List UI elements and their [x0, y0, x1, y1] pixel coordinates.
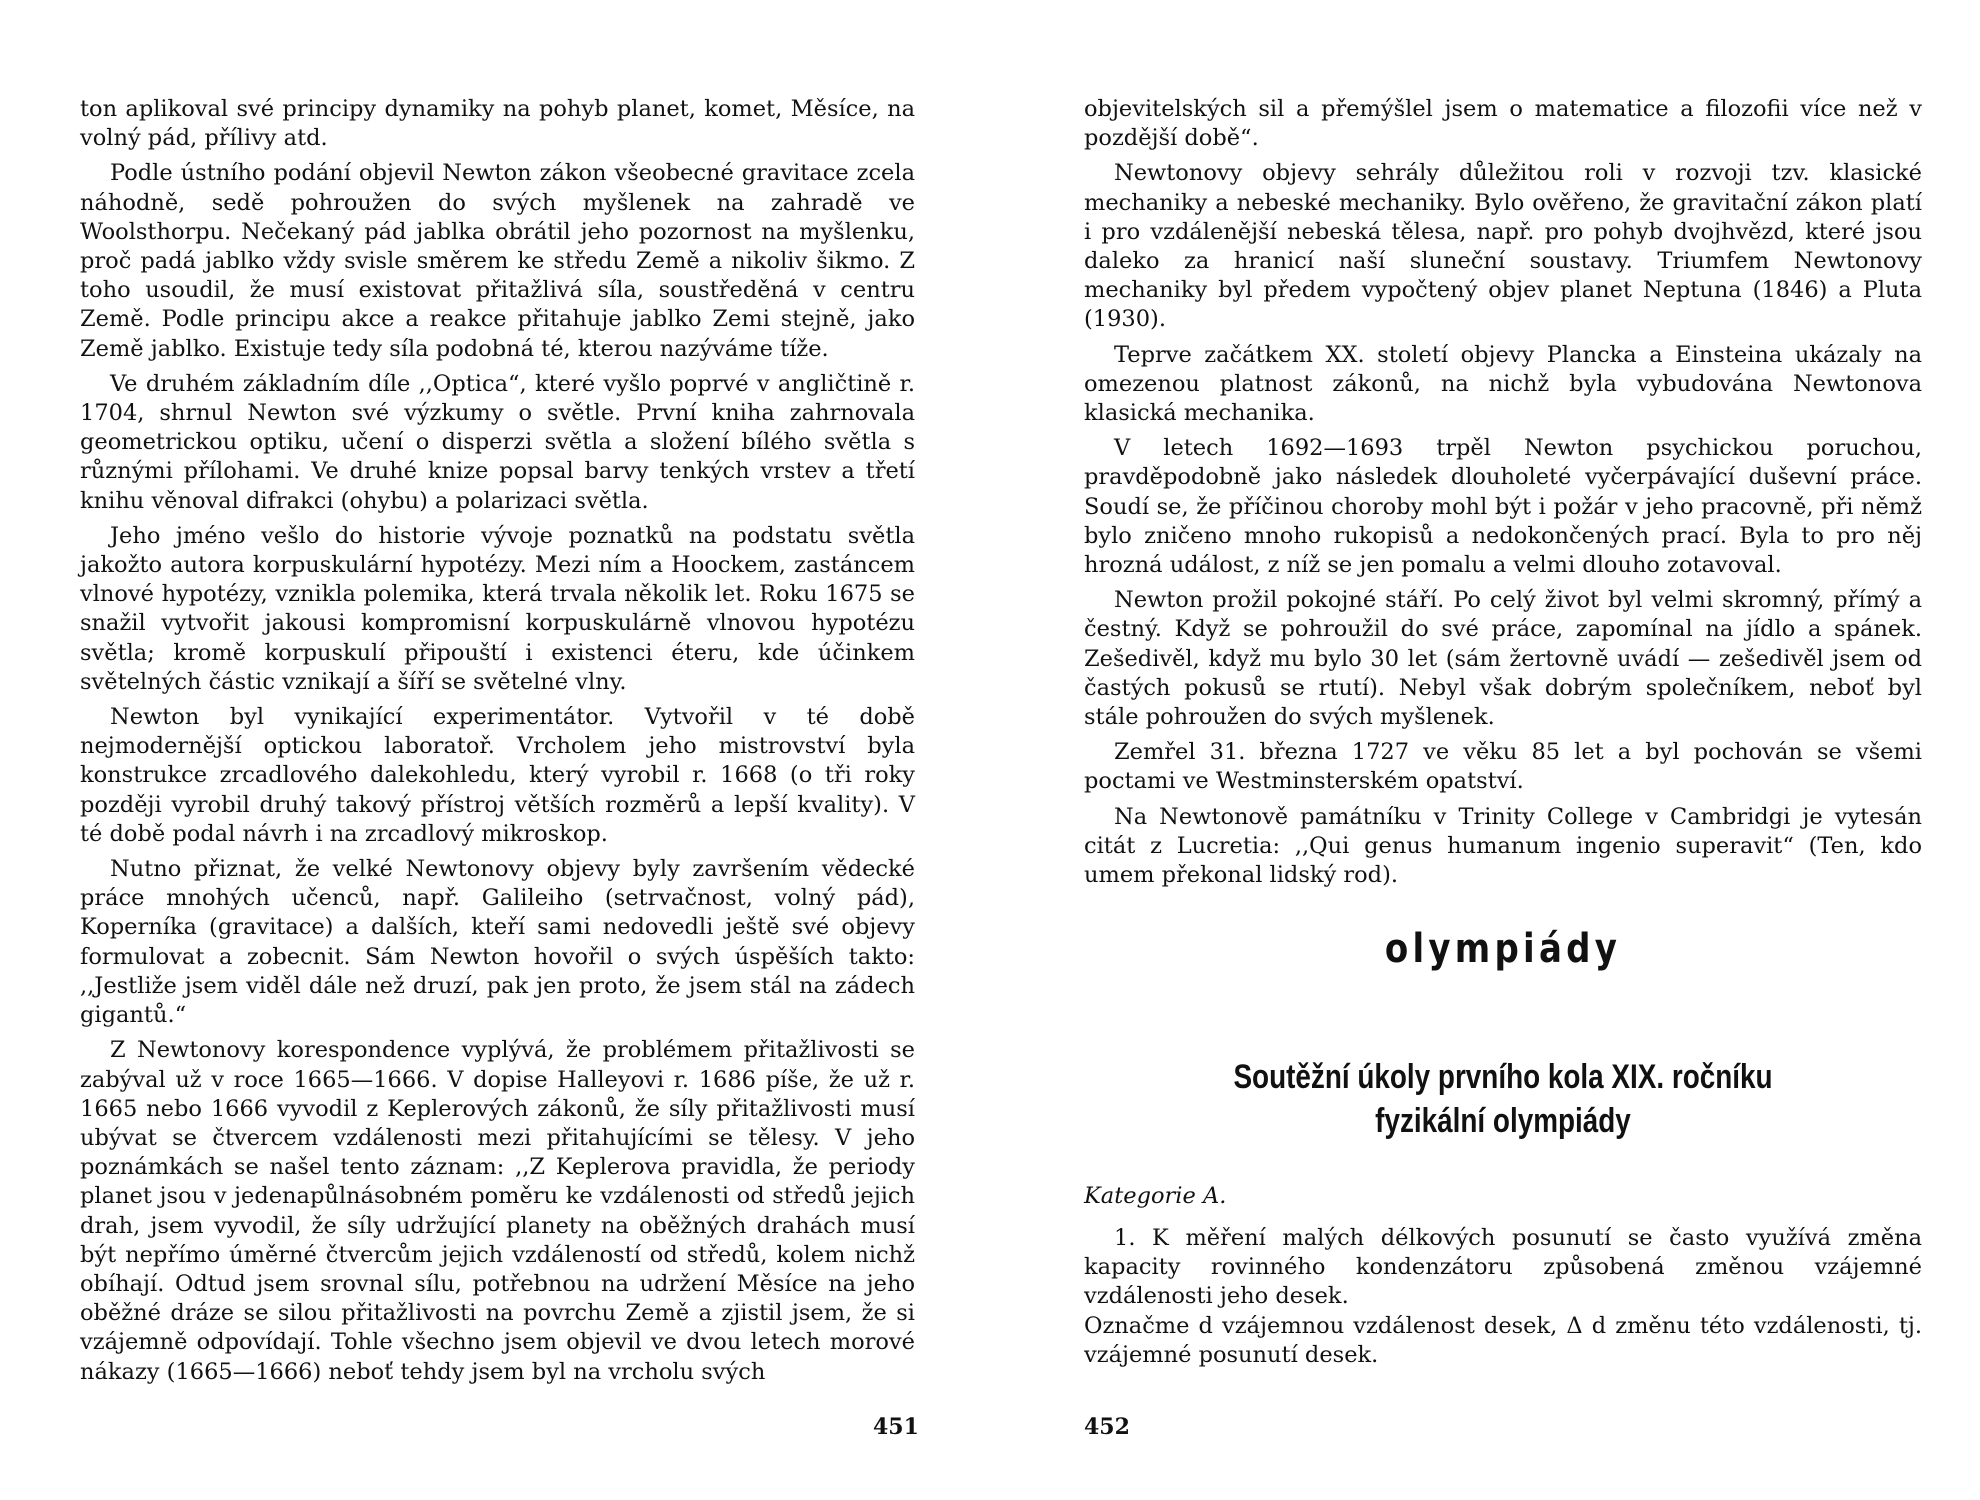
paragraph: Zemřel 31. března 1727 ve věku 85 let a byl pochován se všemi poctami ve Westminsterském opatství.	[1084, 739, 1922, 795]
task-paragraph: 1. K měření malých délkových posunutí se často využívá změna kapacity rovinného kondenzátoru způsobená změnou vzájemné vzdálenosti jeho desek.	[1084, 1225, 1922, 1310]
paragraph: objevitelských sil a přemýšlel jsem o matematice a filozofii více než v pozdější době“.	[1084, 96, 1922, 152]
task-title-line-1: Soutěžní úkoly prvního kola XIX. ročníku	[1233, 1058, 1773, 1096]
page-number-left: 451	[873, 1414, 919, 1440]
page-number-right: 452	[1084, 1414, 1130, 1440]
right-page	[990, 0, 1980, 1500]
paragraph: Newton byl vynikající experimentátor. Vytvořil v té době nejmodernější optickou laboratoř. Vrcholem jeho mistrovství byla konstrukce zrcadlového dalekohledu, který vyrobil r. 1668 (o tři roky později vyrobil druhý takový přístroj větších rozměrů a lepší kvality). V té době podal návrh i na zrcadlový mikroskop.	[80, 704, 915, 847]
paragraph: Teprve začátkem XX. století objevy Plancka a Einsteina ukázaly na omezenou platnost zákonů, na nichž byla vybudována Newtonova klasická mechanika.	[1084, 341, 1922, 427]
paragraph: Jeho jméno vešlo do historie vývoje poznatků na podstatu světla jakožto autora korpuskulární hypotézy. Mezi ním a Hoockem, zastáncem vlnové hypotézy, vznikla polemika, která trvala několik let. Roku 1675 se snažil vytvořit jakousi kompromisní korpuskulárně vlnovou hypotézu světla; kromě korpuskulí připouští i existenci éteru, kde účinkem světelných částic vznikají a šíří se světelné vlny.	[80, 522, 915, 695]
left-text-column	[80, 95, 915, 1393]
right-text-column	[1084, 95, 1922, 896]
paragraph: Newton prožil pokojné stáří. Po celý život byl velmi skromný, přímý a čestný. Když se pohroužil do své práce, zapomínal na jídlo a spánek. Zešedivěl, když mu bylo 30 let (sám žertovně uvádí — zešedivěl jsem od častých pokusů se rtutí). Nebyl však dobrým společníkem, neboť byl stále pohroužen do svých myšlenek.	[1084, 587, 1922, 731]
task-title-line-2: fyzikální olympiády	[1375, 1102, 1631, 1140]
paragraph: Z Newtonovy korespondence vyplývá, že problémem přitažlivosti se zabýval už v roce 1665—1666. V dopise Halleyovi r. 1686 píše, že už r. 1665 nebo 1666 vyvodil z Keplerových zákonů, že síly přitažlivosti musí ubývat se čtvercem vzdálenosti mezi přitahujícími se tělesy. V jeho poznámkách se našel tento záznam: ,,Z Keplerova pravidla, že periody planet jsou v jedenapůlnásobném poměru ke vzdálenosti od středů jejich drah, jsem vyvodil, že síly udržující planety na oběžných drahách musí být nepřímo úměrné čtvercům jejich vzdáleností od středů, kolem nichž obíhají. Odtud jsem srovnal sílu, potřebnou na udržení Měsíce na jeho oběžné dráze se silou přitažlivosti na povrchu Země a zjistil jsem, že si vzájemně odpovídají. Tohle všechno jsem objevil ve dvou letech morové nákazy (1665—1666) neboť tehdy jsem byl na vrcholu svých	[80, 1037, 915, 1385]
paragraph: V letech 1692—1693 trpěl Newton psychickou poruchou, pravděpodobně jako následek dlouholeté vyčerpávající duševní práce. Soudí se, že příčinou choroby mohl být i požár v jeho pracovně, při němž bylo zničeno mnoho rukopisů a nedokončených prací. Byla to pro něj hrozná událost, z níž se jen pomalu a velmi dlouho zotavoval.	[1084, 435, 1922, 579]
category-label: Kategorie A.	[1084, 1183, 1227, 1209]
task-paragraph: Označme d vzájemnou vzdálenost desek, Δ d změnu této vzdálenosti, tj. vzájemné posunutí desek.	[1084, 1312, 1922, 1368]
task-title	[1159, 1055, 1846, 1143]
paragraph: ton aplikoval své principy dynamiky na pohyb planet, komet, Měsíce, na volný pád, přílivy atd.	[80, 96, 915, 152]
paragraph: Na Newtonově památníku v Trinity College v Cambridgi je vytesán citát z Lucretia: ,,Qui genus humanum ingenio superavit“ (Ten, kdo umem překonal lidský rod).	[1084, 803, 1922, 889]
section-title: olympiády	[1384, 926, 1622, 972]
task-body	[1084, 1224, 1922, 1370]
paragraph: Ve druhém základním díle ,,Optica“, které vyšlo poprvé v angličtině r. 1704, shrnul Newton své výzkumy o světle. První kniha zahrnovala geometrickou optiku, učení o disperzi světla a složení bílého světla s různými přílohami. Ve druhé knize popsal barvy tenkých vrstev a třetí knihu věnoval difrakci (ohybu) a polarizaci světla.	[80, 370, 915, 514]
paragraph: Newtonovy objevy sehrály důležitou roli v rozvoji tzv. klasické mechaniky a nebeské mechaniky. Bylo ověřeno, že gravitační zákon platí i pro vzdálenější nebeská tělesa, např. pro pohyb dvojhvězd, které jsou daleko za hranicí naší sluneční soustavy. Triumfem Newtonovy mechaniky byl předem vypočtený objev planet Neptuna (1846) a Pluta (1930).	[1084, 160, 1922, 333]
paragraph: Podle ústního podání objevil Newton zákon všeobecné gravitace zcela náhodně, sedě pohroužen do svých myšlenek na zahradě ve Woolsthorpu. Nečekaný pád jablka obrátil jeho pozornost na myšlenku, proč padá jablko vždy svisle směrem ke středu Země a nikoliv šikmo. Z toho usoudil, že musí existovat přitažlivá síla, soustředěná v centru Země. Podle principu akce a reakce přitahuje jablko Zemi stejně, jako Země jablko. Existuje tedy síla podobná té, kterou nazýváme tíže.	[80, 160, 915, 362]
paragraph: Nutno přiznat, že velké Newtonovy objevy byly završením vědecké práce mnohých učenců, např. Galileiho (setrvačnost, volný pád), Koperníka (gravitace) a dalších, kteří sami nedovedli ještě své objevy formulovat a zobecnit. Sám Newton hovořil o svých úspěších takto: ,,Jestliže jsem viděl dále než druzí, pak jen proto, že jsem stál na zádech gigantů.“	[80, 856, 915, 1029]
